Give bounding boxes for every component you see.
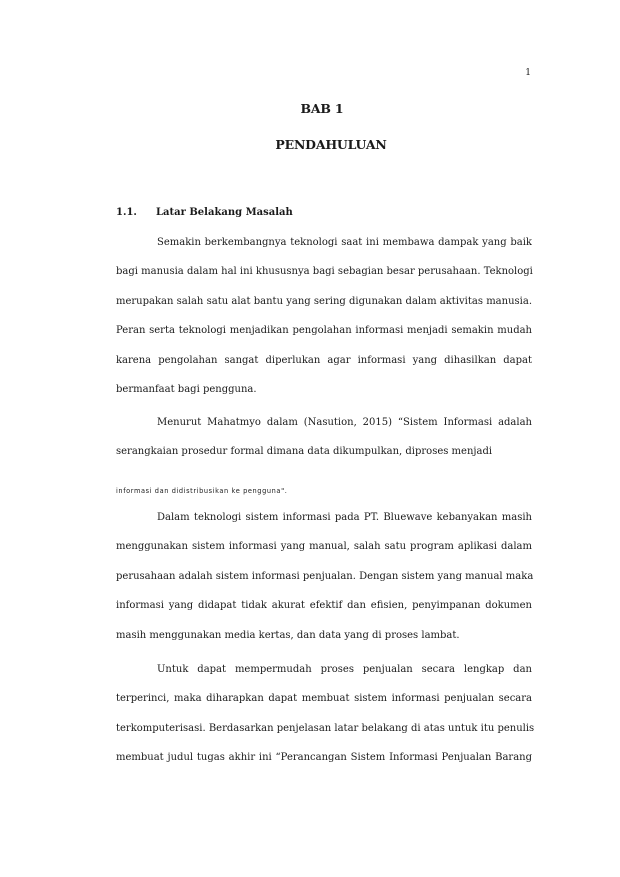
text-line: masih menggunakan media kertas, dan data yang di proses lambat.: [116, 629, 460, 641]
text-line: menggunakan sistem informasi yang manual, salah satu program aplikasi dalam: [116, 541, 532, 553]
text-line: membuat judul tugas akhir ini “Perancangan Sistem Informasi Penjualan Barang: [116, 752, 532, 764]
text-line: bagi manusia dalam hal ini khususnya bagi sebagian besar perusahaan. Teknologi: [116, 266, 533, 278]
text-line: terperinci, maka diharapkan dapat membuat sistem informasi penjualan secara: [116, 693, 532, 705]
section-number: 1.1.: [116, 207, 137, 218]
text-line: informasi yang didapat tidak akurat efektif dan efisien, penyimpanan dokumen: [116, 600, 532, 612]
text-line: serangkaian prosedur formal dimana data dikumpulkan, diproses menjadi: [116, 446, 493, 458]
text-line: merupakan salah satu alat bantu yang sering digunakan dalam aktivitas manusia.: [116, 295, 532, 307]
page-number: 1: [525, 68, 531, 78]
section-title: Latar Belakang Masalah: [156, 207, 293, 218]
text-line: Dalam teknologi sistem informasi pada PT. Bluewave kebanyakan masih: [157, 512, 532, 523]
paragraph-4: [116, 655, 535, 773]
text-line: Semakin berkembangnya teknologi saat ini membawa dampak yang baik: [157, 237, 532, 248]
small-text-line: informasi dan didistribusikan ke pengguna".: [116, 487, 288, 495]
text-line: Menurut Mahatmyo dalam (Nasution, 2015) “Sistem Informasi adalah: [157, 417, 532, 428]
text-line: terkomputerisasi. Berdasarkan penjelasan latar belakang di atas untuk itu penulis: [116, 722, 535, 734]
text-line: Peran serta teknologi menjadikan pengolahan informasi menjadi semakin mudah: [116, 325, 532, 337]
text-line: bermanfaat bagi pengguna.: [116, 384, 257, 396]
paragraph-3: [116, 503, 532, 650]
chapter-heading: BAB 1: [300, 101, 344, 116]
paragraph-2: [116, 408, 532, 467]
text-line: Untuk dapat mempermudah proses penjualan secara lengkap dan: [157, 664, 532, 675]
section-heading: [116, 207, 293, 218]
chapter-title: PENDAHULUAN: [275, 137, 387, 152]
text-line: perusahaan adalah sistem informasi penjualan. Dengan sistem yang manual maka: [116, 570, 534, 582]
paragraph-1: [116, 228, 532, 404]
text-line: karena pengolahan sangat diperlukan agar informasi yang dihasilkan dapat: [116, 354, 532, 366]
